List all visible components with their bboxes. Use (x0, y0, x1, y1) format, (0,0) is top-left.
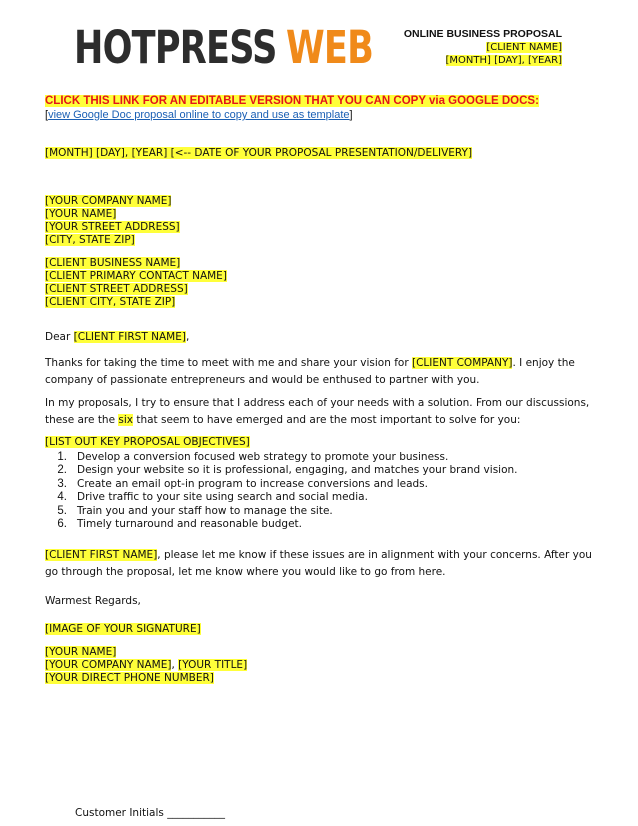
client-city: [CLIENT CITY, STATE ZIP] (45, 296, 176, 308)
intro-text-before: Thanks for taking the time to meet with me and share your vision for (45, 357, 412, 369)
sender-city: [CITY, STATE ZIP] (45, 234, 135, 246)
client-contact-name: [CLIENT PRIMARY CONTACT NAME] (45, 270, 227, 282)
google-doc-link[interactable]: view Google Doc proposal online to copy and use as template (48, 109, 350, 121)
recipient-line (45, 296, 175, 309)
signoff-name: [YOUR NAME] (45, 646, 117, 658)
needs-text-after: that seem to have emerged and are the most important to solve for you: (133, 413, 521, 426)
header-client-name: [CLIENT NAME] (486, 42, 562, 53)
client-first-name: [CLIENT FIRST NAME] (45, 549, 158, 561)
list-text: Design your website so it is professional, engaging, and matches your brand vision. (77, 464, 518, 477)
list-number: 3. (57, 477, 67, 490)
sender-line (45, 208, 116, 221)
intro-text-after: . I enjoy the company of passionate entrepreneurs and would be enthused to partner with you. (45, 357, 575, 386)
list-text: Train you and your staff how to manage the site. (77, 504, 333, 517)
list-item (45, 478, 518, 491)
bracket-close: ] (349, 109, 353, 121)
greeting-prefix: Dear (45, 331, 74, 343)
client-business-name: [CLIENT BUSINESS NAME] (45, 257, 181, 269)
list-number: 2. (57, 464, 67, 477)
client-first-name: [CLIENT FIRST NAME] (73, 331, 186, 343)
list-item (45, 464, 518, 477)
date-placeholder: [MONTH] [DAY], [YEAR] [<-- DATE OF YOUR PROPOSAL PRESENTATION/DELIVERY] (45, 147, 473, 159)
list-text: Drive traffic to your site using search and social media. (77, 491, 368, 504)
objectives-list (45, 451, 518, 531)
client-street: [CLIENT STREET ADDRESS] (45, 283, 188, 295)
list-item (45, 491, 518, 504)
signoff-company: [YOUR COMPANY NAME] (45, 659, 172, 671)
intro-paragraph (45, 355, 593, 388)
recipient-line (45, 270, 227, 283)
header-block (404, 28, 562, 67)
closing: Warmest Regards, (45, 595, 141, 607)
greeting (45, 331, 189, 344)
signature-placeholder: [IMAGE OF YOUR SIGNATURE] (45, 623, 201, 635)
sender-name: [YOUR NAME] (45, 208, 117, 220)
next-steps-text: , please let me know if these issues are in alignment with your concerns. After you go through the proposal, let me know where you would like to go from here. (45, 549, 592, 578)
list-text: Create an email opt-in program to increase conversions and leads. (77, 477, 428, 490)
greeting-suffix: , (185, 331, 190, 343)
recipient-line (45, 257, 180, 270)
sender-line (45, 221, 180, 234)
list-item (45, 451, 518, 464)
list-text: Develop a conversion focused web strategy to promote your business. (77, 451, 449, 463)
list-number: 6. (57, 518, 67, 531)
cta-link-line (45, 109, 353, 122)
list-item (45, 518, 518, 531)
objectives-header: [LIST OUT KEY PROPOSAL OBJECTIVES] (45, 436, 250, 448)
client-company: [CLIENT COMPANY] (411, 357, 513, 369)
date-line (45, 147, 472, 160)
signoff-line (45, 659, 247, 672)
signoff-title: [YOUR TITLE] (178, 659, 248, 671)
recipient-line (45, 283, 188, 296)
needs-text-before: In my proposals, I try to ensure that I address each of your needs with a solution. From our discussions, these are the (45, 397, 590, 426)
signoff-separator: , (171, 659, 179, 671)
hotpress-web-logo (74, 21, 374, 74)
signoff-phone: [YOUR DIRECT PHONE NUMBER] (45, 672, 214, 684)
signoff-line (45, 646, 116, 659)
list-text: Timely turnaround and reasonable budget. (77, 518, 302, 531)
signoff-line (45, 672, 214, 685)
document-title: ONLINE BUSINESS PROPOSAL (403, 28, 562, 40)
list-number: 4. (57, 491, 67, 504)
needs-paragraph (45, 395, 593, 428)
cta-headline: CLICK THIS LINK FOR AN EDITABLE VERSION THAT YOU CAN COPY via GOOGLE DOCS: (45, 95, 539, 107)
sender-company: [YOUR COMPANY NAME] (45, 195, 172, 207)
list-number: 5. (57, 504, 67, 517)
logo-text-web: WEB (285, 21, 374, 74)
signature-line (45, 623, 201, 636)
objectives-header-line (45, 436, 250, 449)
list-item (45, 505, 518, 518)
header-date: [MONTH] [DAY], [YEAR] (445, 55, 562, 66)
sender-line (45, 234, 135, 247)
next-steps-paragraph (45, 547, 593, 580)
customer-initials-footer: Customer Initials ___________ (75, 807, 225, 819)
objective-count: six (118, 413, 133, 426)
sender-line (45, 195, 171, 208)
logo-text-hotpress: HOTPRESS (74, 21, 277, 74)
bracket-open: [ (45, 109, 49, 121)
sender-street: [YOUR STREET ADDRESS] (45, 221, 180, 233)
list-number: 1. (57, 451, 67, 463)
cta-headline-line (45, 95, 539, 108)
